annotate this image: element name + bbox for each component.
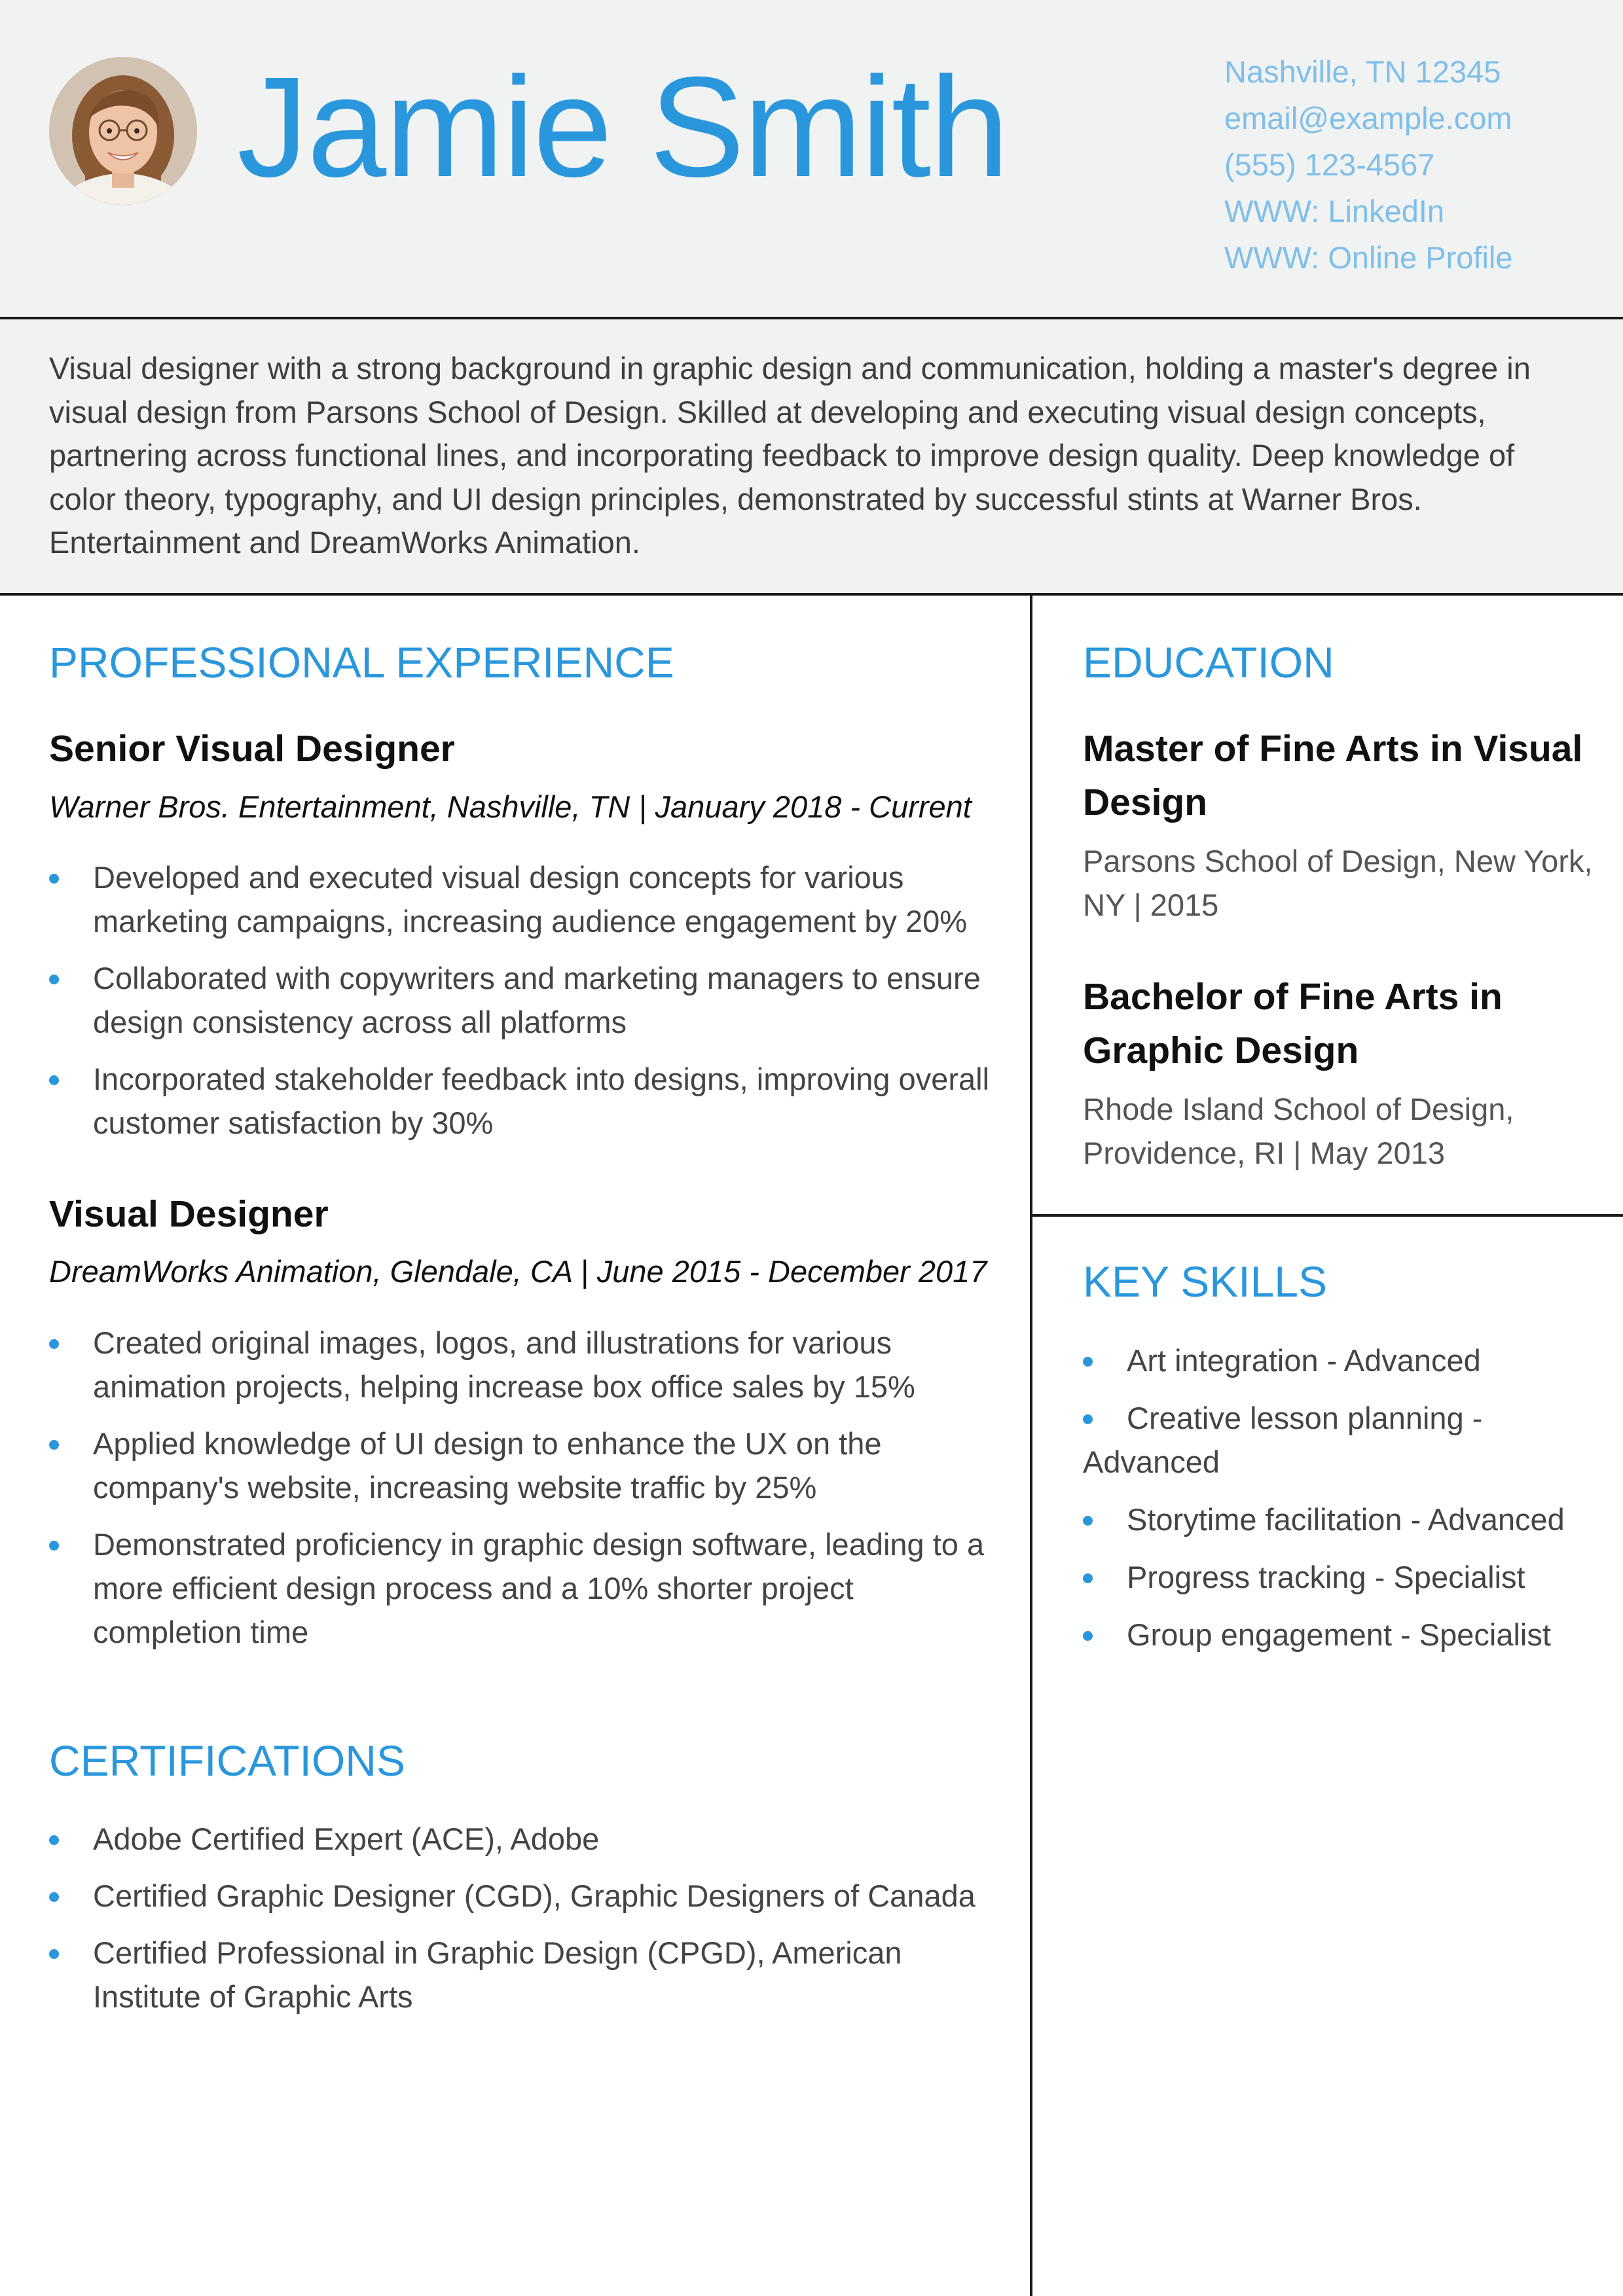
education-heading: EDUCATION — [1083, 638, 1334, 687]
bullet-dot-icon — [49, 1835, 59, 1845]
list-item: Incorporated stakeholder feedback into designs, improving overall customer satisfaction by 30% — [49, 1057, 992, 1145]
job-title: Visual Designer — [49, 1193, 329, 1235]
bullet-dot-icon — [49, 1075, 59, 1085]
list-item: Developed and executed visual design concepts for various marketing campaigns, increasing audience engagement by 20% — [49, 855, 992, 943]
bullet-dot-icon — [49, 1339, 59, 1349]
contact-location: Nashville, TN 12345 — [1224, 54, 1501, 89]
experience-heading: PROFESSIONAL EXPERIENCE — [49, 638, 674, 687]
professional-summary: Visual designer with a strong background in graphic design and communication, holding a master's degree in visual design from Parsons School of Design. Skilled at developing and executing visual design concepts, partnering across functional lines, and incorporating feedback to improve design quality. Deep knowledge of color theory, typography, and UI design principles, demonstrated by successful stints at Warner Bros. Entertainment and DreamWorks Animation. — [49, 351, 1531, 560]
bullet-dot-icon — [49, 874, 59, 884]
list-item: Applied knowledge of UI design to enhance the UX on the company's website, increasing website traffic by 25% — [49, 1422, 992, 1509]
contact-email[interactable]: email@example.com — [1224, 101, 1512, 135]
skills-heading: KEY SKILLS — [1083, 1257, 1328, 1306]
bullet-dot-icon — [1083, 1414, 1093, 1424]
list-item: Collaborated with copywriters and marketing managers to ensure design consistency across all platforms — [49, 956, 992, 1044]
school-info: Rhode Island School of Design, Providence, RI | May 2013 — [1083, 1092, 1514, 1170]
bullet-dot-icon — [1083, 1631, 1093, 1641]
list-item: Certified Graphic Designer (CGD), Graphic Designers of Canada — [49, 1874, 992, 1918]
list-item: Storytime facilitation - Advanced — [1083, 1498, 1571, 1541]
bullet-dot-icon — [49, 1892, 59, 1902]
list-item: Group engagement - Specialist — [1083, 1613, 1571, 1657]
job-bullets — [49, 1321, 992, 1667]
candidate-name: Jamie Smith — [237, 48, 1008, 207]
list-item: Certified Professional in Graphic Design (CPGD), American Institute of Graphic Arts — [49, 1931, 992, 2018]
bullet-dot-icon — [1083, 1357, 1093, 1367]
skills-list — [1083, 1338, 1571, 1670]
job-bullets — [49, 855, 992, 1158]
certification-list — [49, 1817, 992, 2032]
bullet-dot-icon — [49, 1949, 59, 1959]
job-meta: Warner Bros. Entertainment, Nashville, TN | January 2018 - Current — [49, 789, 972, 824]
job-meta: DreamWorks Animation, Glendale, CA | June 2015 - December 2017 — [49, 1254, 987, 1289]
header-band — [0, 0, 1623, 319]
contact-linkedin-link[interactable]: WWW: LinkedIn — [1224, 194, 1445, 228]
bullet-dot-icon — [49, 975, 59, 984]
list-item: Adobe Certified Expert (ACE), Adobe — [49, 1817, 992, 1861]
list-item: Creative lesson planning - Advanced — [1083, 1401, 1483, 1479]
certifications-heading: CERTIFICATIONS — [49, 1736, 405, 1785]
contact-profile-link[interactable]: WWW: Online Profile — [1224, 240, 1513, 275]
degree-title: Bachelor of Fine Arts in Graphic Design — [1083, 976, 1503, 1071]
list-item: Demonstrated proficiency in graphic design software, leading to a more efficient design process and a 10% shorter project completion time — [49, 1522, 992, 1654]
bullet-dot-icon — [49, 1541, 59, 1551]
column-divider — [1030, 596, 1032, 2296]
bullet-dot-icon — [1083, 1573, 1093, 1583]
bullet-dot-icon — [1083, 1516, 1093, 1526]
contact-info — [1224, 48, 1591, 281]
list-item: Progress tracking - Specialist — [1083, 1555, 1571, 1599]
contact-phone[interactable]: (555) 123-4567 — [1224, 147, 1435, 182]
avatar-photo-icon — [49, 57, 197, 205]
list-item: Art integration - Advanced — [1083, 1338, 1571, 1382]
job-title: Senior Visual Designer — [49, 728, 455, 770]
avatar — [49, 57, 197, 205]
school-info: Parsons School of Design, New York, NY | 2015 — [1083, 844, 1593, 922]
degree-title: Master of Fine Arts in Visual Design — [1083, 728, 1583, 823]
education-skills-divider — [1030, 1214, 1623, 1217]
list-item: Created original images, logos, and illustrations for various animation projects, helping increase box office sales by 15% — [49, 1321, 992, 1408]
bullet-dot-icon — [49, 1440, 59, 1450]
summary-divider — [0, 593, 1623, 596]
